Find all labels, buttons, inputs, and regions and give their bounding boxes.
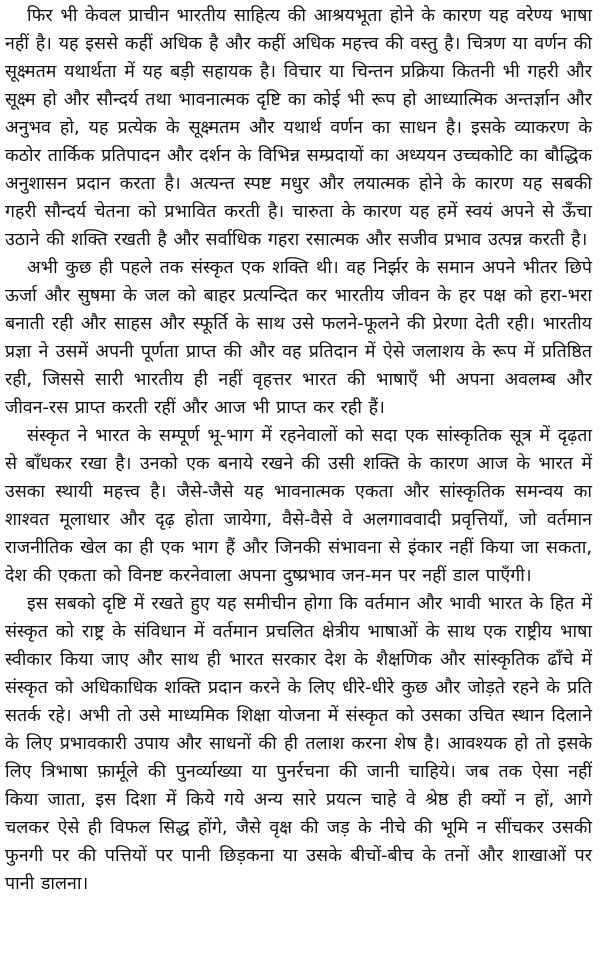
paragraph-1: फिर भी केवल प्राचीन भारतीय साहित्य की आश्रयभूता होने के कारण यह वरेण्य भाषा नहीं है। यह इससे कहीं अधिक है और कहीं अधिक महत्त्व की वस्तु है। चित्रण या वर्णन की सूक्ष्मतम यथार्थता में यह बड़ी सहायक है। विचार या चिन्तन प्रक्रिया कितनी भी गहरी और सूक्ष्म हो और सौन्दर्य तथा भावनात्मक दृष्टि का कोई भी रूप हो आध्यात्मिक अन्तर्ज्ञान और अनुभव हो, यह प्रत्येक के सूक्ष्मतम और यथार्थ वर्णन का साधन है। इसके व्याकरण के कठोर तार्किक प्रतिपादन और दर्शन के विभिन्न सम्प्रदायों का अध्ययन उच्चकोटि का बौद्धिक अनुशासन प्रदान करता है। अत्यन्त स्पष्ट मधुर और लयात्मक होने के कारण यह सबकी गहरी सौन्दर्य चेतना को प्रभावित करती है। चारुता के कारण यह हमें स्वयं अपने से ऊँचा उठाने की शक्ति रखती है और सर्वाधिक गहरा रसात्मक और सजीव प्रभाव उत्पन्न करती है। <box>5 5 592 250</box>
paragraph-2: अभी कुछ ही पहले तक संस्कृत एक शक्ति थी। वह निर्झर के समान अपने भीतर छिपे ऊर्जा और सुषमा के जल को बाहर प्रत्यन्दित कर भारतीय जीवन के हर पक्ष को हरा-भरा बनाती रही और साहस और स्फूर्ति के साथ उसे फलने-फूलने की प्रेरणा देती रही। भारतीय प्रज्ञा ने उसमें अपनी पूर्णता प्राप्त की और वह प्रतिदान में ऐसे जलाशय के रूप में प्रतिष्ठित रही, जिससे सारी भारतीय ही नहीं वृहत्तर भारत की भाषाएँ भी अपना अवलम्ब और जीवन-रस प्राप्त करती रहीं और आज भी प्राप्त कर रही हैं। <box>5 257 592 418</box>
paragraph-4: इस सबको दृष्टि में रखते हुए यह समीचीन होगा कि वर्तमान और भावी भारत के हित में संस्कृत को राष्ट्र के संविधान में वर्तमान प्रचलित क्षेत्रीय भाषाओं के साथ एक राष्ट्रीय भाषा स्वीकार किया जाए और साथ ही भारत सरकार देश के शैक्षणिक और सांस्कृतिक ढाँचे में संस्कृत को अधिकाधिक शक्ति प्रदान करने के लिए धीरे-धीरे कुछ और जोड़ते रहने के प्रति सतर्क रहे। अभी तो उसे माध्यमिक शिक्षा योजना में संस्कृत को उसका उचित स्थान दिलाने के लिए प्रभावकारी उपाय और साधनों की ही तलाश करना शेष है। आवश्यक हो तो इसके लिए त्रिभाषा फ़ार्मूले की पुनर्व्याख्या या पुनर्रचना की जानी चाहिये। जब तक ऐसा नहीं किया जाता, इस दिशा में किये गये अन्य सारे प्रयत्न चाहे वे श्रेष्ठ ही क्यों न हों, आगे चलकर ऐसे ही विफल सिद्ध होंगे, जैसे वृक्ष की जड़ के नीचे की भूमि न सींचकर उसकी फुनगी पर की पत्तियों पर पानी छिड़कना या उसके बीचों-बीच के तनों और शाखाओं पर पानी डालना। <box>5 593 592 894</box>
paragraph-3: संस्कृत ने भारत के सम्पूर्ण भू-भाग में रहनेवालों को सदा एक सांस्कृतिक सूत्र में दृढ़ता से बाँधकर रखा है। उनको एक बनाये रखने की उसी शक्ति के कारण आज के भारत में उसका स्थायी महत्त्व है। जैसे-जैसे यह भावनात्मक एकता और सांस्कृतिक समन्वय का शाश्वत मूलाधार और दृढ़ होता जायेगा, वैसे-वैसे वे अलगाववादी प्रवृत्तियाँ, जो वर्तमान राजनीतिक खेल का ही एक भाग हैं और जिनकी संभावना से इंकार नहीं किया जा सकता, देश की एकता को विनष्ट करनेवाला अपना दुष्प्रभाव जन-मन पर नहीं डाल पाएँगी। <box>5 425 592 586</box>
